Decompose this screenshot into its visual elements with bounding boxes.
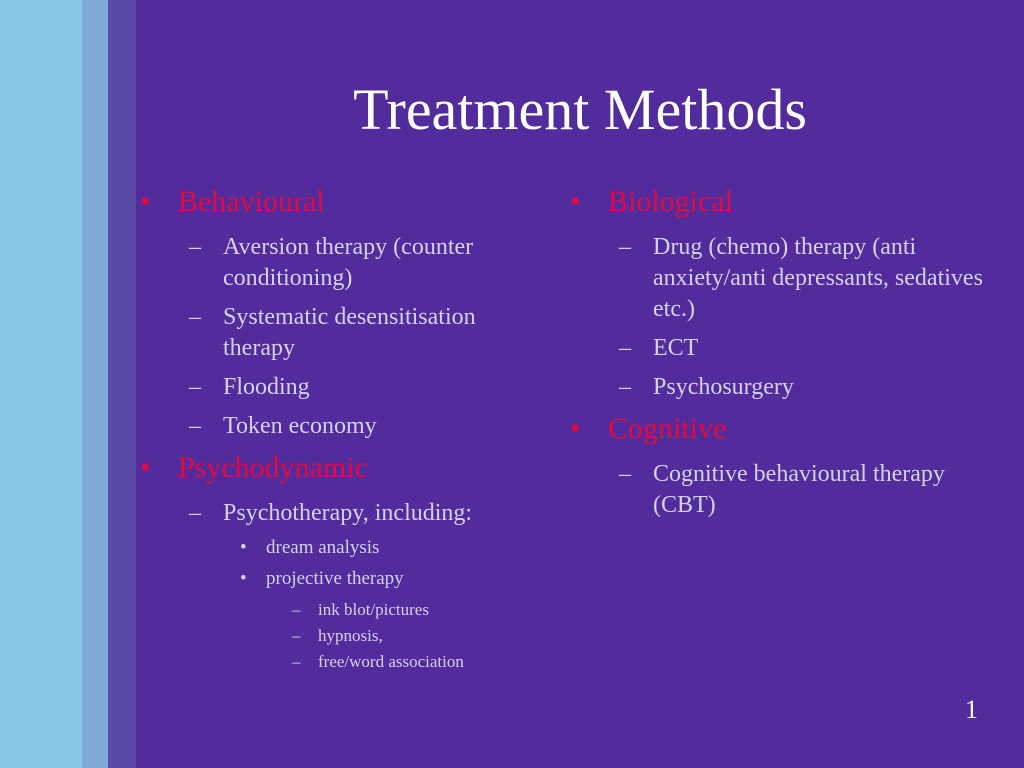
dash-marker: – xyxy=(189,304,201,330)
heading-psychodynamic: Psychodynamic xyxy=(178,451,368,484)
bullet-cognitive xyxy=(570,411,990,447)
sub-sub-list-item-text: hypnosis, xyxy=(318,626,383,645)
list-item-text: Drug (chemo) therapy (anti anxiety/anti depressants, sedatives etc.) xyxy=(653,234,983,322)
list-item xyxy=(570,372,990,403)
bullet-biological xyxy=(570,184,990,220)
list-item xyxy=(570,333,990,364)
sub-list-item-text: projective therapy xyxy=(266,568,404,589)
list-item-text: Cognitive behavioural therapy (CBT) xyxy=(653,461,945,518)
right-column xyxy=(570,184,990,529)
bullet-marker: • xyxy=(140,185,151,218)
sub-sub-list-item xyxy=(140,625,540,647)
list-item-text: ECT xyxy=(653,335,699,361)
left-decor-band-light xyxy=(0,0,82,768)
dash-marker: – xyxy=(189,413,201,439)
dash-marker: – xyxy=(189,500,201,526)
sub-sub-list-item-text: ink blot/pictures xyxy=(318,600,429,619)
list-item xyxy=(140,302,540,364)
page-number: 1 xyxy=(965,695,978,724)
list-item-text: Psychotherapy, including: xyxy=(223,500,473,526)
bullet-psychodynamic xyxy=(140,450,540,486)
bullet-marker: • xyxy=(570,412,581,445)
list-item-text: Aversion therapy (counter conditioning) xyxy=(223,234,474,291)
sub-list-item xyxy=(140,568,540,590)
sub-list-item-text: dream analysis xyxy=(266,537,380,558)
list-item xyxy=(140,232,540,294)
dash-marker: – xyxy=(189,234,201,260)
list-item xyxy=(140,372,540,403)
list-item-text: Systematic desensitisation therapy xyxy=(223,304,476,361)
sub-sub-list-item xyxy=(140,651,540,673)
heading-biological: Biological xyxy=(608,185,733,218)
dash-marker: – xyxy=(619,374,631,400)
bullet-marker: • xyxy=(140,451,151,484)
list-item xyxy=(140,411,540,442)
dash-marker: – xyxy=(619,234,631,260)
dash-marker: – xyxy=(292,600,301,619)
list-item-text: Psychosurgery xyxy=(653,374,794,400)
bullet-behavioural xyxy=(140,184,540,220)
left-column xyxy=(140,184,540,677)
dash-marker: – xyxy=(619,461,631,487)
list-item-text: Token economy xyxy=(223,413,377,439)
list-item xyxy=(140,498,540,529)
list-item xyxy=(570,459,990,521)
sub-list-item xyxy=(140,537,540,559)
dash-marker: – xyxy=(292,626,301,645)
bullet-marker: • xyxy=(240,568,247,589)
heading-cognitive: Cognitive xyxy=(608,412,727,445)
left-decor-band-mid xyxy=(82,0,108,768)
dash-marker: – xyxy=(619,335,631,361)
list-item-text: Flooding xyxy=(223,374,310,400)
bullet-marker: • xyxy=(570,185,581,218)
dash-marker: – xyxy=(292,652,301,671)
slide-title: Treatment Methods xyxy=(353,77,807,142)
bullet-marker: • xyxy=(240,537,247,558)
left-decor-band-dark xyxy=(108,0,136,768)
sub-sub-list-item xyxy=(140,599,540,621)
dash-marker: – xyxy=(189,374,201,400)
heading-behavioural: Behavioural xyxy=(178,185,325,218)
sub-sub-list-item-text: free/word association xyxy=(318,652,464,671)
list-item xyxy=(570,232,990,325)
